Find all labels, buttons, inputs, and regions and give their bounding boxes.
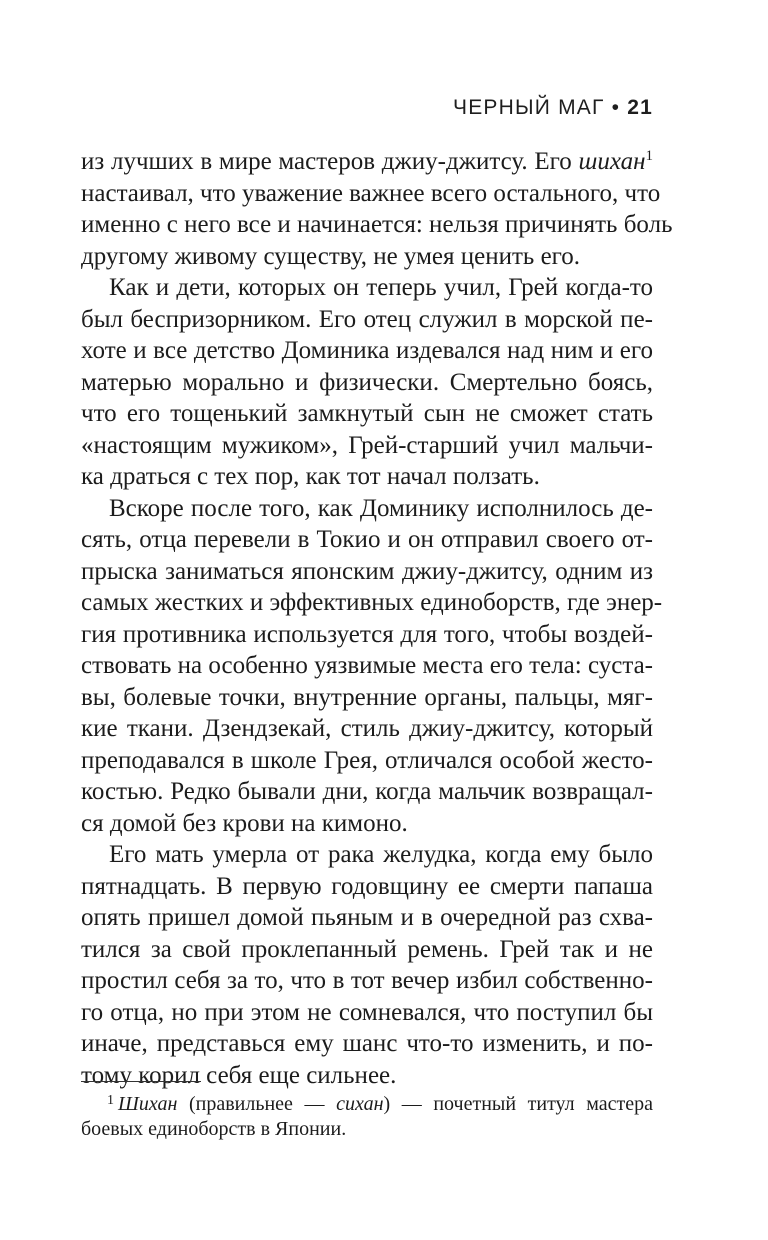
text-line: ка драться с тех пор, как тот начал ползать. [81,463,540,490]
text-line: настаивал, что уважение важнее всего остального, что [81,179,661,207]
text-line: тился за свой проклепанный ремень. Грей так и не [81,935,653,963]
footnote-line: $^1$ Шихан (правильнее — сихан) — почетный титул мастера [107,1093,653,1115]
text-line: Вскоре после того, как Доминику исполнилось де- [109,494,653,522]
text-line: опять пришел домой пьяным и в очередной раз схва- [81,904,653,931]
text-line: кие ткани. Дзендзекай, стиль джиу-джитсу, который [81,715,653,742]
text-line: именно с него все и начинается: нельзя причинять боль [81,211,673,238]
text-line: из лучших в мире мастеров джиу-джитсу. Его шихан$^1$ [81,148,653,175]
text-line: хоте и все детство Доминика издевался над ним и его [81,337,653,364]
text-line: что его тощенький замкнутый сын не сможет стать [81,400,653,427]
paragraph [81,272,653,493]
text-line: «настоящим мужиком», Грей-старший учил мальчи- [81,431,653,459]
text-line: ствовать на особенно уязвимые места его тела: суста- [81,652,653,679]
text-line: сять, отца перевели в Токио и он отправил своего от- [81,526,653,553]
text-line: преподавался в школе Грея, отличался особой жесто- [81,746,653,774]
footnote-line: боевых единоборств в Японии. [81,1118,347,1140]
footnote-term: Шихан [118,1093,178,1115]
text-line: иначе, представься ему шанс что-то изменить, и по- [81,1030,653,1057]
text-line: го отца, но при этом не сомневался, что поступил бы [81,998,653,1026]
footnote-divider [81,1081,201,1082]
text-line: ся домой без крови на кимоно. [81,809,408,837]
paragraph [81,839,653,1091]
body-text [81,146,673,1091]
book-title: ЧЕРНЫЙ МАГ [453,96,605,119]
paragraph [81,493,663,840]
text-line: другому живому существу, не умея ценить его. [81,242,581,270]
term-shikhan: шихан [578,148,646,175]
text-line: пятнадцать. В первую годовщину ее смерти папаша [81,872,653,900]
text-line: был беспризорником. Его отец служил в морской пе- [81,305,653,333]
footnote [81,1092,653,1142]
paragraph [81,146,673,272]
text-line: Его мать умерла от рака желудка, когда ему было [109,841,653,868]
text-line: матерью морально и физически. Смертельно боясь, [81,368,653,396]
text-line: Как и дети, которых он теперь учил, Грей когда-то [109,274,653,301]
text-line: гия противника используется для того, чтобы воздей- [81,620,653,648]
header-separator: • [611,96,621,119]
running-head [453,96,653,120]
text-line: прыска заниматься японским джиу-джитсу, одним из [81,557,653,585]
footnote-ref[interactable]: 1 [645,148,653,164]
text-line: тому корил себя еще сильнее. [81,1061,397,1089]
footnote-variant: сихан [336,1093,384,1115]
page-number: 21 [627,96,653,119]
text-line: самых жестких и эффективных единоборств, где энер- [81,589,663,616]
text-line: вы, болевые точки, внутренние органы, пальцы, мяг- [81,683,653,711]
footnote-number: 1 [107,1093,114,1108]
text-line: костью. Редко бывали дни, когда мальчик возвращал- [81,778,653,805]
text-line: простил себя за то, что в тот вечер избил собственно- [81,967,653,994]
